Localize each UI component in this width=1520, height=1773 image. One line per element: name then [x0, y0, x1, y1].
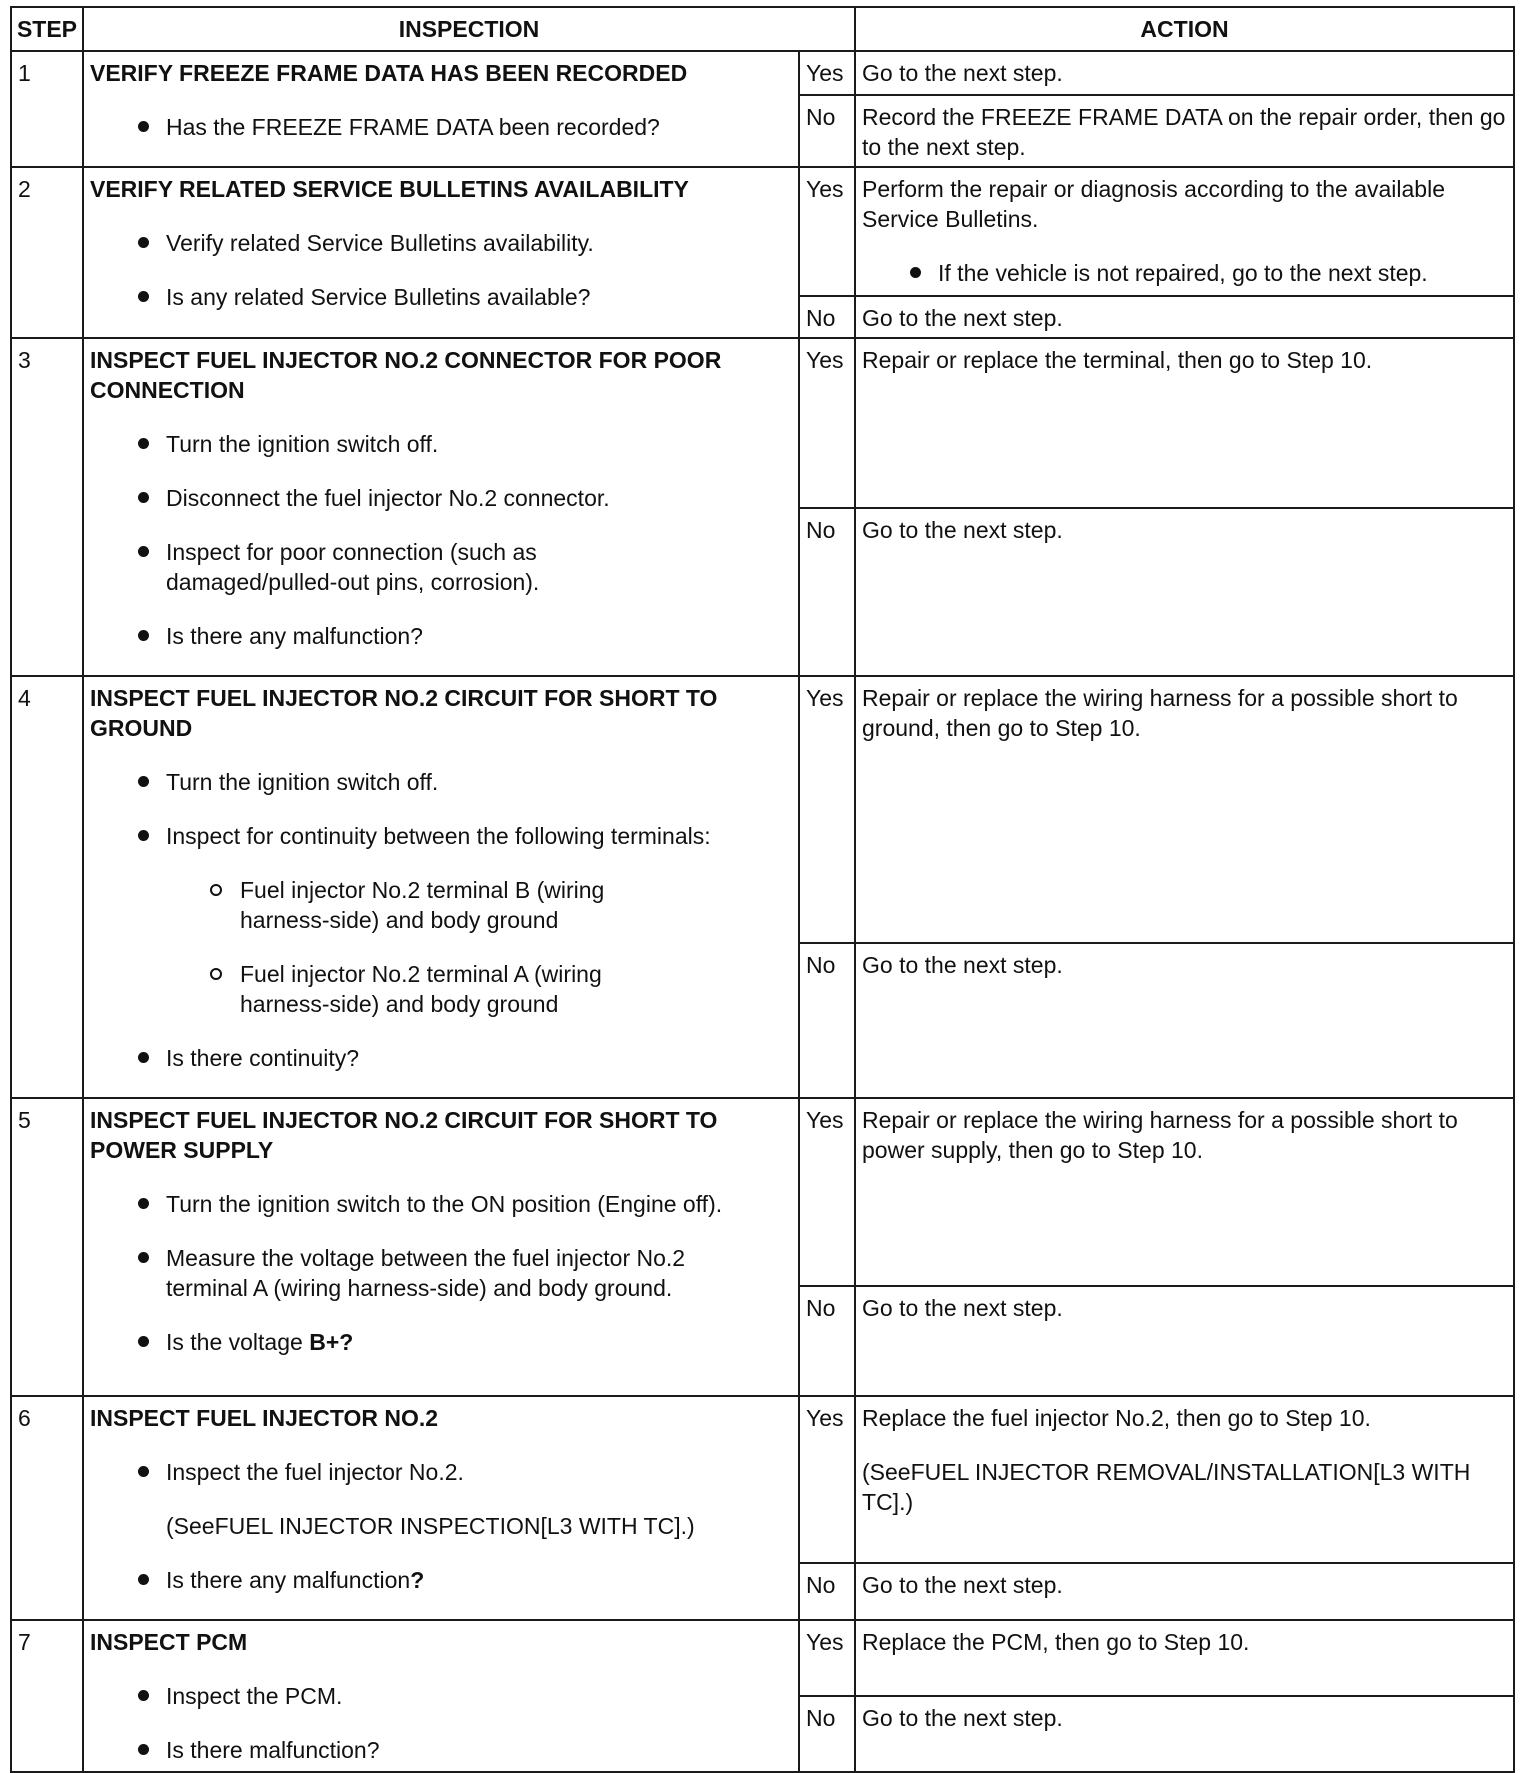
inspection-bullet: Inspect the fuel injector No.2. [166, 1457, 792, 1487]
inspection-bullets [90, 112, 792, 142]
no-label: No [799, 1696, 855, 1772]
step-number: 2 [11, 167, 83, 338]
no-action: Record the FREEZE FRAME DATA on the repair order, then go to the next step. [855, 95, 1514, 167]
inspection-cell [83, 167, 799, 338]
yes-action-cell [855, 167, 1514, 296]
inspection-bullet: Turn the ignition switch off. [166, 767, 792, 797]
inspection-bullets [90, 1457, 792, 1595]
header-inspection: INSPECTION [83, 7, 855, 51]
inspection-title: INSPECT FUEL INJECTOR NO.2 CIRCUIT FOR SHORT TO GROUND [90, 685, 718, 741]
inspection-sub-bullets [166, 875, 776, 1019]
inspection-cell [83, 1396, 799, 1620]
step-number: 4 [11, 676, 83, 1098]
step-number: 1 [11, 51, 83, 167]
no-label: No [799, 296, 855, 338]
yes-action: Go to the next step. [855, 51, 1514, 95]
step-6-yes-row [11, 1396, 1514, 1563]
yes-action-bullets [862, 258, 1507, 288]
yes-label: Yes [799, 167, 855, 296]
no-label: No [799, 1286, 855, 1396]
inspection-title: INSPECT FUEL INJECTOR NO.2 CONNECTOR FOR POOR CONNECTION [90, 347, 722, 403]
step-number: 7 [11, 1620, 83, 1772]
yes-label: Yes [799, 51, 855, 95]
yes-action: Repair or replace the wiring harness for a possible short to ground, then go to Step 10. [855, 676, 1514, 943]
inspection-bullet: Inspect for continuity between the following terminals: [166, 823, 711, 849]
inspection-bullet-question-mark: ? [410, 1567, 425, 1593]
inspection-bullet-with-sub [166, 821, 792, 1019]
no-action: Go to the next step. [855, 1563, 1514, 1620]
no-label: No [799, 95, 855, 167]
no-label: No [799, 1563, 855, 1620]
no-action: Go to the next step. [855, 508, 1514, 676]
step-4-yes-row [11, 676, 1514, 943]
inspection-cell [83, 676, 799, 1098]
inspection-cell [83, 1620, 799, 1772]
inspection-title: INSPECT FUEL INJECTOR NO.2 [90, 1405, 439, 1431]
inspection-title: VERIFY FREEZE FRAME DATA HAS BEEN RECORDED [90, 60, 688, 86]
inspection-bullet: Disconnect the fuel injector No.2 connector. [166, 483, 792, 513]
yes-action-cell [855, 1396, 1514, 1563]
inspection-sub-bullet: Fuel injector No.2 terminal B (wiring harness-side) and body ground [240, 875, 776, 935]
step-7-yes-row [11, 1620, 1514, 1696]
step-number: 5 [11, 1098, 83, 1396]
no-action: Go to the next step. [855, 1696, 1514, 1772]
step-5-yes-row [11, 1098, 1514, 1286]
voltage-value: B+? [309, 1329, 354, 1355]
yes-action: Replace the fuel injector No.2, then go to Step 10. [862, 1405, 1371, 1431]
inspection-bullet: Has the FREEZE FRAME DATA been recorded? [166, 112, 792, 142]
inspection-bullet: Turn the ignition switch off. [166, 429, 792, 459]
inspection-bullet: Inspect for poor connection (such as damaged/pulled-out pins, corrosion). [166, 537, 792, 597]
no-label: No [799, 943, 855, 1098]
inspection-note: (SeeFUEL INJECTOR INSPECTION[L3 WITH TC].) [166, 1513, 695, 1539]
step-1-yes-row [11, 51, 1514, 95]
yes-label: Yes [799, 1620, 855, 1696]
step-2-yes-row [11, 167, 1514, 296]
inspection-title: INSPECT PCM [90, 1629, 248, 1655]
inspection-bullets [90, 767, 792, 1073]
yes-action-note: (SeeFUEL INJECTOR REMOVAL/INSTALLATION[L3 WITH TC].) [862, 1459, 1471, 1515]
inspection-cell [83, 51, 799, 167]
inspection-bullet-text: Is there any malfunction [166, 1567, 411, 1593]
yes-label: Yes [799, 1396, 855, 1563]
inspection-cell [83, 338, 799, 676]
inspection-bullets [90, 228, 792, 312]
inspection-bullet: Turn the ignition switch to the ON position (Engine off). [166, 1189, 792, 1219]
yes-action: Perform the repair or diagnosis according to the available Service Bulletins. [862, 176, 1446, 232]
no-action: Go to the next step. [855, 943, 1514, 1098]
inspection-bullet: Measure the voltage between the fuel injector No.2 terminal A (wiring harness-side) and body ground. [166, 1243, 792, 1303]
yes-action-bullet: If the vehicle is not repaired, go to the next step. [938, 258, 1507, 288]
inspection-bullet: Is any related Service Bulletins available? [166, 282, 792, 312]
inspection-bullet-text: Is the voltage [166, 1329, 310, 1355]
inspection-title: VERIFY RELATED SERVICE BULLETINS AVAILABILITY [90, 176, 689, 202]
yes-label: Yes [799, 338, 855, 508]
inspection-bullet-last [166, 1565, 792, 1595]
inspection-cell [83, 1098, 799, 1396]
yes-action: Repair or replace the wiring harness for a possible short to power supply, then go to Step 10. [855, 1098, 1514, 1286]
header-action: ACTION [855, 7, 1514, 51]
yes-action: Repair or replace the terminal, then go to Step 10. [855, 338, 1514, 508]
inspection-sub-bullet: Fuel injector No.2 terminal A (wiring harness-side) and body ground [240, 959, 776, 1019]
diagnostic-table [10, 6, 1515, 1773]
inspection-bullet: Verify related Service Bulletins availability. [166, 228, 792, 258]
step-3-yes-row [11, 338, 1514, 508]
inspection-bullet: Is there any malfunction? [166, 621, 792, 651]
inspection-bullet-last [166, 1327, 792, 1357]
no-action: Go to the next step. [855, 296, 1514, 338]
inspection-bullets [90, 1681, 792, 1765]
inspection-bullet: Inspect the PCM. [166, 1681, 792, 1711]
no-action: Go to the next step. [855, 1286, 1514, 1396]
yes-label: Yes [799, 1098, 855, 1286]
yes-action: Replace the PCM, then go to Step 10. [855, 1620, 1514, 1696]
inspection-bullet: Is there continuity? [166, 1043, 792, 1073]
inspection-bullets [90, 429, 792, 651]
inspection-title: INSPECT FUEL INJECTOR NO.2 CIRCUIT FOR SHORT TO POWER SUPPLY [90, 1107, 718, 1163]
inspection-note-item [166, 1511, 792, 1541]
inspection-bullets [90, 1189, 792, 1357]
step-number: 3 [11, 338, 83, 676]
header-step: STEP [11, 7, 83, 51]
step-number: 6 [11, 1396, 83, 1620]
inspection-bullet: Is there malfunction? [166, 1735, 792, 1765]
header-row [11, 7, 1514, 51]
no-label: No [799, 508, 855, 676]
yes-label: Yes [799, 676, 855, 943]
